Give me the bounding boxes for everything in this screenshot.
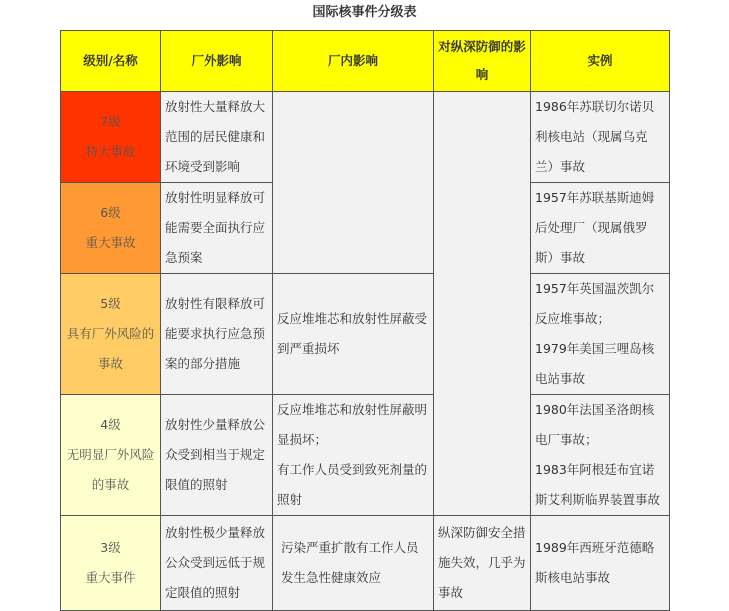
defense-cell-empty — [434, 92, 531, 516]
offsite-cell: 放射性少量释放公众受到相当于规定限值的照射 — [161, 395, 273, 516]
onsite-cell: 反应堆堆芯和放射性屏蔽受到严重损坏 — [273, 274, 434, 395]
level-cell — [61, 516, 161, 611]
example-cell: 1989年西班牙范德略斯核电站事故 — [531, 516, 670, 611]
level-number: 7级 — [100, 114, 121, 129]
table-row — [61, 516, 670, 611]
example-cell: 1986年苏联切尔诺贝利核电站（现属乌克兰）事故 — [531, 92, 670, 183]
header-level: 级别/名称 — [61, 31, 161, 92]
level-number: 3级 — [100, 540, 121, 555]
header-onsite: 厂内影响 — [273, 31, 434, 92]
onsite-cell: 污染严重扩散有工作人员发生急性健康效应 — [273, 516, 434, 611]
header-offsite: 厂外影响 — [161, 31, 273, 92]
onsite-line: 反应堆堆芯和放射性屏蔽明显损坏； — [277, 402, 428, 447]
example-line: 1983年阿根廷布宜诺斯艾利斯临界装置事故 — [535, 462, 661, 507]
offsite-cell: 放射性明显释放可能需要全面执行应急预案 — [161, 183, 273, 274]
defense-cell: 纵深防御安全措施失效，几乎为事故 — [434, 516, 531, 611]
page-title: 国际核事件分级表 — [312, 5, 417, 20]
level-number: 4级 — [100, 417, 121, 432]
ines-table — [60, 30, 670, 611]
offsite-cell: 放射性大量释放大范围的居民健康和环境受到影响 — [161, 92, 273, 183]
table-row — [61, 395, 670, 516]
level-number: 6级 — [100, 205, 121, 220]
example-cell: 1957年苏联基斯迪姆后处理厂（现属俄罗斯）事故 — [531, 183, 670, 274]
header-defense: 对纵深防御的影响 — [434, 31, 531, 92]
example-line: 1980年法国圣洛朗核电厂事故； — [535, 402, 655, 447]
level-name: 特大事故 — [85, 144, 136, 159]
onsite-cell-empty — [273, 92, 434, 274]
table-row — [61, 274, 670, 395]
level-name: 重大事故 — [85, 235, 136, 250]
example-cell — [531, 274, 670, 395]
offsite-cell: 放射性有限释放可能要求执行应急预案的部分措施 — [161, 274, 273, 395]
level-cell — [61, 92, 161, 183]
example-line: 1979年美国三哩岛核电站事故 — [535, 341, 655, 386]
level-cell — [61, 183, 161, 274]
offsite-cell: 放射性极少量释放公众受到远低于规定限值的照射 — [161, 516, 273, 611]
onsite-line: 有工作人员受到致死剂量的照射 — [277, 462, 428, 507]
table-row — [61, 92, 670, 183]
onsite-cell — [273, 395, 434, 516]
example-line: 1957年英国温茨凯尔反应堆事故； — [535, 281, 655, 326]
level-number: 5级 — [100, 296, 121, 311]
level-cell — [61, 395, 161, 516]
header-example: 实例 — [531, 31, 670, 92]
table-header-row — [61, 31, 670, 92]
level-name: 具有厂外风险的事故 — [66, 326, 155, 371]
level-name: 重大事件 — [85, 570, 136, 585]
level-cell — [61, 274, 161, 395]
example-cell — [531, 395, 670, 516]
level-name: 无明显厂外风险的事故 — [66, 447, 155, 492]
